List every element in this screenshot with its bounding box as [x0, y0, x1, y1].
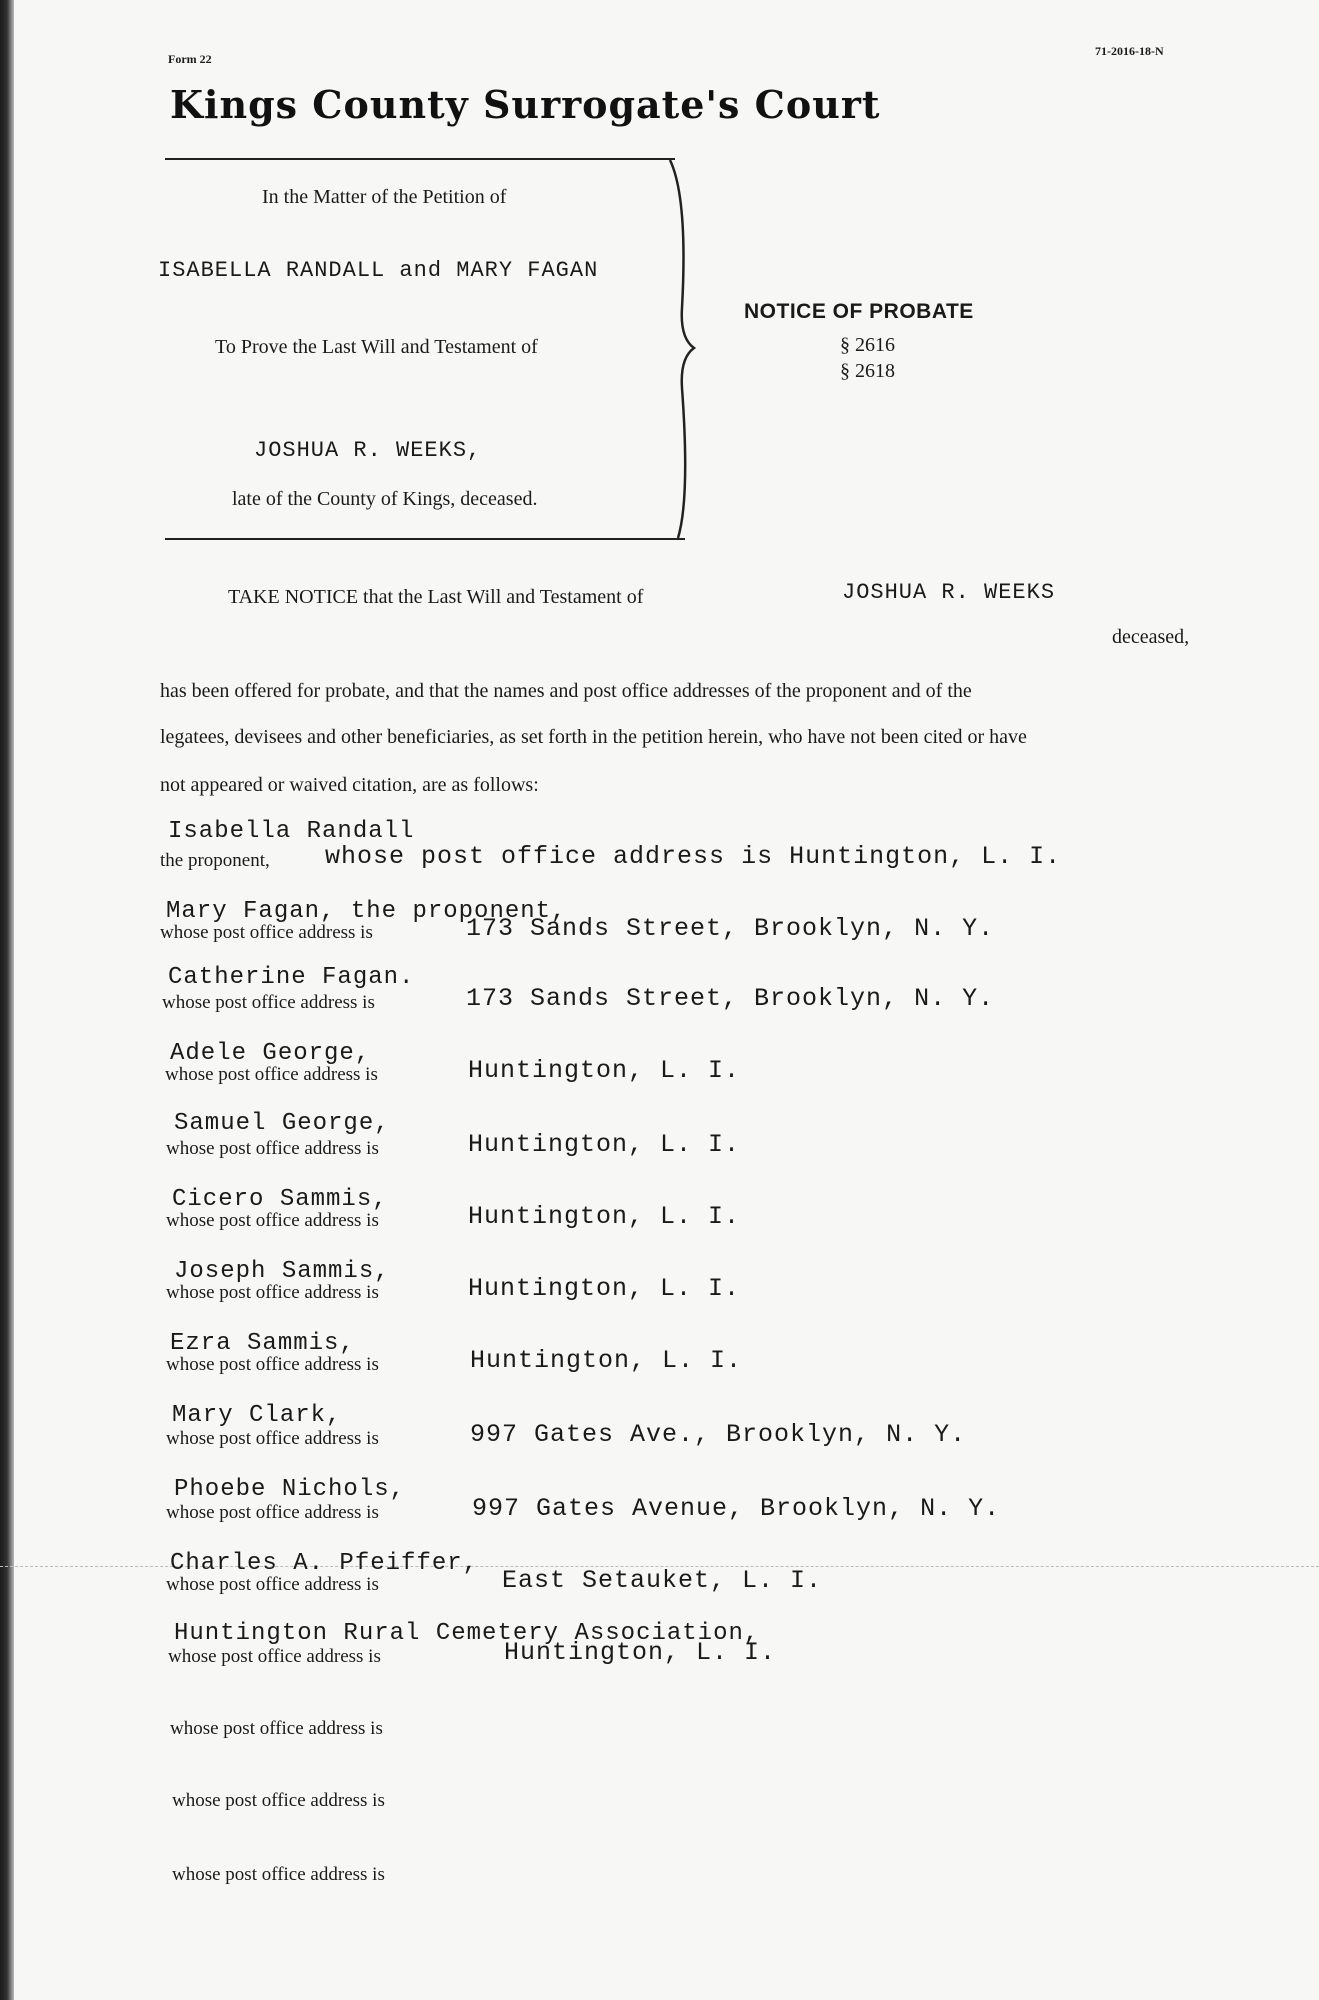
- entry-name: Ezra Sammis,: [170, 1330, 355, 1357]
- blank-entry-label: whose post office address is: [170, 1718, 383, 1739]
- entry-label: whose post office address is: [165, 1064, 378, 1085]
- entry-address: Huntington, L. I.: [468, 1130, 741, 1159]
- entry-label: whose post office address is: [166, 1428, 379, 1449]
- caption-late-of: late of the County of Kings, deceased.: [232, 488, 538, 510]
- entry-address: East Setauket, L. I.: [502, 1566, 823, 1595]
- entry-name: Adele George,: [170, 1040, 371, 1067]
- entry-label: whose post office address is: [160, 922, 373, 943]
- entry-name: Isabella Randall: [168, 818, 415, 845]
- entry-name: Phoebe Nichols,: [174, 1476, 406, 1503]
- notice-section-b: § 2618: [840, 360, 895, 382]
- caption-brace: [660, 158, 710, 540]
- entry-label: whose post office address is: [166, 1138, 379, 1159]
- entry-address: Huntington, L. I.: [468, 1056, 741, 1085]
- blank-entry-label: whose post office address is: [172, 1790, 385, 1811]
- entry-address: 997 Gates Ave., Brooklyn, N. Y.: [470, 1420, 967, 1449]
- caption-petitioners: ISABELLA RANDALL and MARY FAGAN: [158, 258, 599, 283]
- body-line-3: legatees, devisees and other beneficiaries, as set forth in the petition herein, who have not been cited or have: [160, 726, 1027, 748]
- entry-address: Huntington, L. I.: [470, 1346, 743, 1375]
- entry-label: whose post office address is: [162, 992, 375, 1013]
- entry-name: Mary Fagan, the proponent,: [166, 898, 567, 925]
- form-number: Form 22: [168, 52, 212, 66]
- body-line-4: not appeared or waived citation, are as follows:: [160, 774, 539, 796]
- blank-entry-label: whose post office address is: [172, 1864, 385, 1885]
- entry-address: whose post office address is Huntington, L. I.: [325, 842, 1062, 871]
- entry-address: Huntington, L. I.: [468, 1274, 741, 1303]
- entry-name: Mary Clark,: [172, 1402, 342, 1429]
- scan-edge-shadow: [0, 0, 14, 2000]
- entry-label: whose post office address is: [166, 1282, 379, 1303]
- entry-name: Charles A. Pfeiffer,: [170, 1550, 479, 1577]
- entry-label: whose post office address is: [168, 1646, 381, 1667]
- caption-purpose: To Prove the Last Will and Testament of: [215, 336, 538, 358]
- entry-address: 997 Gates Avenue, Brooklyn, N. Y.: [472, 1494, 1001, 1523]
- body-deceased-word: deceased,: [1112, 626, 1190, 648]
- body-line-2: has been offered for probate, and that the names and post office addresses of the proponent and of the: [160, 680, 972, 702]
- caption-matter-line: In the Matter of the Petition of: [262, 186, 507, 208]
- notice-heading: NOTICE OF PROBATE: [744, 300, 974, 323]
- caption-decedent: JOSHUA R. WEEKS,: [254, 438, 482, 463]
- entry-label: whose post office address is: [166, 1354, 379, 1375]
- body-intro: TAKE NOTICE that the Last Will and Testament of: [228, 586, 644, 608]
- form-code: 71-2016-18-N: [1095, 44, 1164, 58]
- entry-address: 173 Sands Street, Brooklyn, N. Y.: [466, 914, 995, 943]
- entry-name: Joseph Sammis,: [174, 1258, 390, 1285]
- entry-label: whose post office address is: [166, 1210, 379, 1231]
- entry-label: whose post office address is: [166, 1574, 379, 1595]
- court-title: Kings County Surrogate's Court: [170, 82, 881, 127]
- entry-address: 173 Sands Street, Brooklyn, N. Y.: [466, 984, 995, 1013]
- caption-bottom-rule: [165, 538, 685, 540]
- body-decedent-name: JOSHUA R. WEEKS: [842, 580, 1056, 605]
- entry-address: Huntington, L. I.: [468, 1202, 741, 1231]
- entry-label: whose post office address is: [166, 1502, 379, 1523]
- entry-name: Catherine Fagan.: [168, 964, 415, 991]
- notice-section-a: § 2616: [840, 334, 895, 356]
- entry-name: Samuel George,: [174, 1110, 390, 1137]
- caption-top-rule: [165, 158, 675, 160]
- entry-name: Cicero Sammis,: [172, 1186, 388, 1213]
- entry-address: Huntington, L. I.: [504, 1638, 777, 1667]
- entry-label: the proponent,: [160, 850, 270, 871]
- entry-name: Huntington Rural Cemetery Association,: [174, 1620, 760, 1647]
